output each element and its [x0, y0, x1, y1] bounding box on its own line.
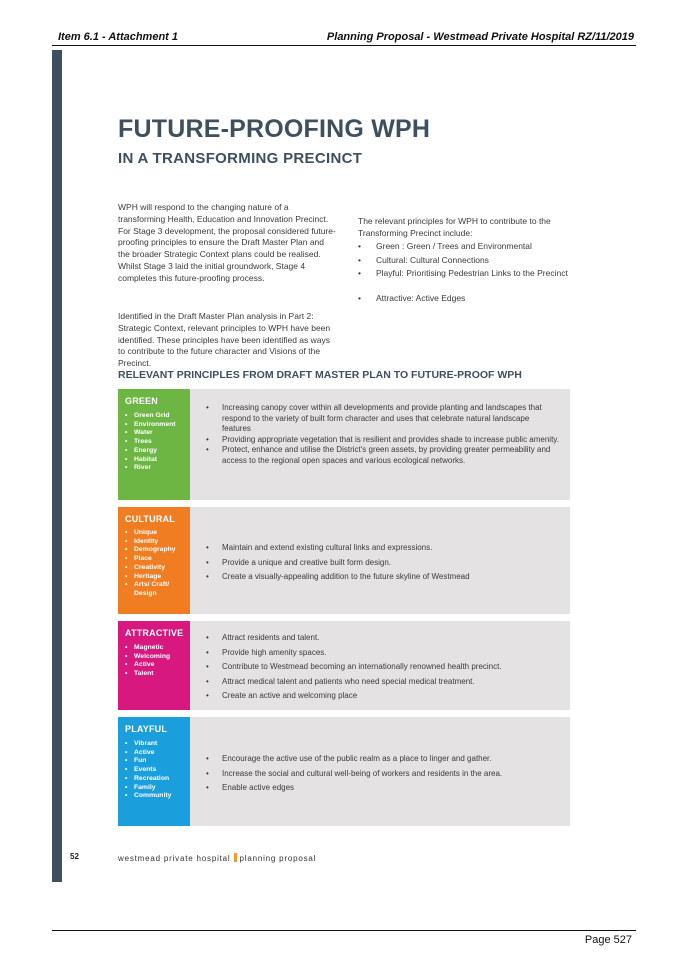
keyword: • Family: [125, 784, 171, 793]
keyword: • Place: [125, 555, 186, 564]
principle-point: • Create a visually-appealing addition to the future skyline of Westmead: [204, 570, 560, 585]
principle-box-cultural: [118, 507, 570, 614]
intro-bullet: • Playful: Prioritising Pedestrian Links to the Precinct: [358, 268, 568, 278]
principle-point: • Attract medical talent and patients who need special medical treatment.: [204, 675, 560, 690]
keyword: • Active: [125, 661, 170, 670]
footer-rule: [52, 930, 636, 931]
principle-points: [204, 403, 560, 466]
intro-paragraph-3: The relevant principles for WPH to contribute to the Transforming Precinct include:: [358, 216, 551, 238]
keyword: • Recreation: [125, 775, 171, 784]
keyword: • River: [125, 464, 176, 473]
header-rule: [52, 45, 636, 46]
principle-point: • Providing appropriate vegetation that is resilient and provides shade to increase public amenity.: [204, 435, 560, 446]
keyword: • Identity: [125, 538, 186, 547]
footer-page-number: 52: [70, 852, 79, 861]
footer-separator: [234, 853, 237, 862]
keyword: • Demography: [125, 546, 186, 555]
section-heading: RELEVANT PRINCIPLES FROM DRAFT MASTER PLAN TO FUTURE-PROOF WPH: [118, 369, 522, 381]
intro-bullet: • Green : Green / Trees and Environmental: [358, 241, 532, 251]
principle-box-attractive: [118, 621, 570, 710]
intro-paragraph-2: Identified in the Draft Master Plan analysis in Part 2: Strategic Context, relevant principles to WPH have been identified. These principles have been identified as ways to contribute to the future character and Visions of the Precinct.: [118, 311, 331, 369]
keyword: • Welcoming: [125, 653, 170, 662]
keyword: • Unique: [125, 529, 186, 538]
keyword: • Environment: [125, 421, 176, 430]
footer-brand-name: westmead private hospital: [118, 854, 231, 863]
principle-point: • Increase the social and cultural well-being of workers and residents in the area.: [204, 767, 560, 782]
header-document-title: Planning Proposal - Westmead Private Hospital RZ/11/2019: [326, 31, 634, 43]
keyword: • Trees: [125, 438, 176, 447]
keyword: • Vibrant: [125, 740, 171, 749]
keyword: • Talent: [125, 670, 170, 679]
principle-box-playful: [118, 717, 570, 826]
keyword: • Energy: [125, 447, 176, 456]
keyword: • Heritage: [125, 573, 186, 582]
principle-box-green: [118, 389, 570, 500]
principle-point: • Increasing canopy cover within all developments and provide planting and landscapes that respond to the variety of built form character and uses that celebrate natural landscape features: [204, 403, 560, 435]
keyword: • Magnetic: [125, 644, 170, 653]
footer-brand: [118, 853, 316, 863]
page-title: FUTURE-PROOFING WPH: [118, 115, 431, 143]
keyword: • Water: [125, 429, 176, 438]
keyword: • Fun: [125, 757, 171, 766]
principle-point: • Enable active edges: [204, 781, 560, 796]
keyword: • Habitat: [125, 456, 176, 465]
intro-bullet: • Attractive: Active Edges: [358, 293, 466, 303]
principle-tag-cultural: [118, 507, 190, 614]
principle-points: [204, 631, 560, 704]
principle-keywords: [125, 412, 176, 473]
principle-point: • Provide high amenity spaces.: [204, 646, 560, 661]
principle-point: • Provide a unique and creative built form design.: [204, 556, 560, 571]
page-subtitle: IN A TRANSFORMING PRECINCT: [118, 150, 363, 167]
principle-keywords: [125, 644, 170, 679]
principle-title: ATTRACTIVE: [125, 628, 184, 638]
principle-title: PLAYFUL: [125, 724, 168, 734]
principle-point: • Create an active and welcoming place: [204, 689, 560, 704]
keyword: • Creativity: [125, 564, 186, 573]
intro-bullet: • Cultural: Cultural Connections: [358, 255, 489, 265]
principle-point: • Maintain and extend existing cultural links and expressions.: [204, 541, 560, 556]
principle-title: CULTURAL: [125, 514, 175, 524]
principle-keywords: [125, 529, 186, 599]
principle-points: [204, 752, 560, 796]
keyword: • Arts/ Craft/ Design: [125, 581, 186, 598]
principle-point: • Contribute to Westmead becoming an internationally renowned health precinct.: [204, 660, 560, 675]
principle-tag-playful: [118, 717, 190, 826]
keyword: • Green Grid: [125, 412, 176, 421]
keyword: • Active: [125, 749, 171, 758]
principle-title: GREEN: [125, 396, 159, 406]
principle-tag-attractive: [118, 621, 190, 710]
page-label: Page 527: [584, 934, 632, 946]
keyword: • Events: [125, 766, 171, 775]
intro-paragraph-1: WPH will respond to the changing nature of a transforming Health, Education and Innovation Precinct. For Stage 3 development, the proposal considered future-proofing principles to ensure the Draft Master Plan and the broader Strategic Context plans could be realised. Whilst Stage 3 laid the initial groundwork, Stage 4 completes this future-proofing process.: [118, 202, 336, 283]
principle-keywords: [125, 740, 171, 801]
principle-tag-green: [118, 389, 190, 500]
keyword: • Community: [125, 792, 171, 801]
footer-doc-type: planning proposal: [239, 854, 317, 863]
principle-point: • Attract residents and talent.: [204, 631, 560, 646]
principle-points: [204, 541, 560, 585]
principle-point: • Encourage the active use of the public realm as a place to linger and gather.: [204, 752, 560, 767]
principle-point: • Protect, enhance and utilise the District's green assets, by providing greater permeability and access to the regional open spaces and various ecological networks.: [204, 445, 560, 466]
header-attachment-label: Item 6.1 - Attachment 1: [58, 31, 179, 43]
side-accent-bar: [52, 50, 62, 882]
